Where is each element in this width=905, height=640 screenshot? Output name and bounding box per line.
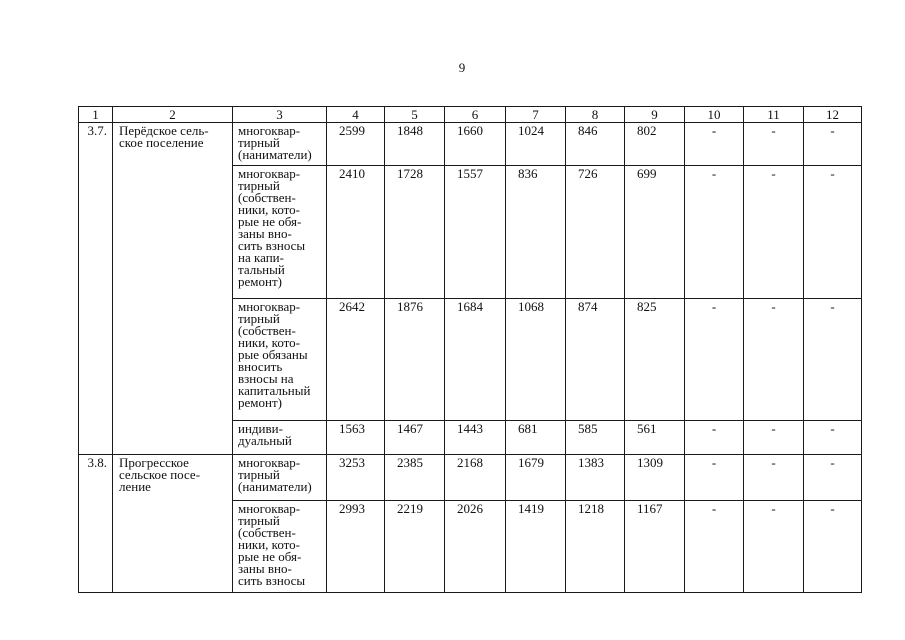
value-cell: 1024 [506, 123, 566, 166]
value-cell: 2219 [385, 501, 445, 593]
header-cell: 12 [804, 107, 862, 123]
value-cell: 561 [625, 421, 685, 455]
data-table [78, 106, 862, 593]
empty-value-cell: - [804, 421, 862, 455]
housing-type: многоквар- тирный (наниматели) [233, 123, 327, 166]
value-cell: 1167 [625, 501, 685, 593]
header-cell: 6 [445, 107, 506, 123]
value-cell: 825 [625, 299, 685, 421]
value-cell: 2026 [445, 501, 506, 593]
section-number: 3.7. [79, 123, 113, 455]
empty-value-cell: - [804, 299, 862, 421]
value-cell: 1467 [385, 421, 445, 455]
empty-value-cell: - [744, 455, 804, 501]
value-cell: 585 [566, 421, 625, 455]
value-cell: 2385 [385, 455, 445, 501]
value-cell: 1660 [445, 123, 506, 166]
header-cell: 1 [79, 107, 113, 123]
value-cell: 726 [566, 166, 625, 299]
empty-value-cell: - [685, 421, 744, 455]
header-row [79, 107, 862, 123]
empty-value-cell: - [804, 123, 862, 166]
value-cell: 1068 [506, 299, 566, 421]
header-cell: 4 [327, 107, 385, 123]
value-cell: 1557 [445, 166, 506, 299]
housing-type: многоквар- тирный (собствен- ники, кото- рые обязаны вносить взносы на капитальный ремонт) [233, 299, 327, 421]
value-cell: 3253 [327, 455, 385, 501]
header-cell: 9 [625, 107, 685, 123]
housing-type: индиви- дуальный [233, 421, 327, 455]
empty-value-cell: - [804, 501, 862, 593]
value-cell: 699 [625, 166, 685, 299]
header-cell: 11 [744, 107, 804, 123]
settlement-name: Прогресское сельское посе- ление [113, 455, 233, 593]
empty-value-cell: - [744, 299, 804, 421]
value-cell: 681 [506, 421, 566, 455]
table-row [79, 455, 862, 501]
page-number: 9 [458, 60, 466, 75]
value-cell: 802 [625, 123, 685, 166]
value-cell: 2642 [327, 299, 385, 421]
empty-value-cell: - [685, 299, 744, 421]
value-cell: 2599 [327, 123, 385, 166]
settlement-name: Перёдское сель- ское поселение [113, 123, 233, 455]
value-cell: 1876 [385, 299, 445, 421]
value-cell: 1684 [445, 299, 506, 421]
header-cell: 8 [566, 107, 625, 123]
empty-value-cell: - [744, 421, 804, 455]
header-cell: 5 [385, 107, 445, 123]
empty-value-cell: - [685, 123, 744, 166]
table-body [79, 107, 862, 593]
value-cell: 1443 [445, 421, 506, 455]
empty-value-cell: - [804, 166, 862, 299]
value-cell: 1679 [506, 455, 566, 501]
empty-value-cell: - [685, 455, 744, 501]
value-cell: 874 [566, 299, 625, 421]
empty-value-cell: - [744, 166, 804, 299]
header-cell: 2 [113, 107, 233, 123]
section-number: 3.8. [79, 455, 113, 593]
value-cell: 846 [566, 123, 625, 166]
header-cell: 7 [506, 107, 566, 123]
value-cell: 1419 [506, 501, 566, 593]
value-cell: 2410 [327, 166, 385, 299]
value-cell: 2993 [327, 501, 385, 593]
empty-value-cell: - [685, 501, 744, 593]
value-cell: 2168 [445, 455, 506, 501]
value-cell: 1383 [566, 455, 625, 501]
housing-type: многоквар- тирный (наниматели) [233, 455, 327, 501]
empty-value-cell: - [744, 123, 804, 166]
table-row [79, 123, 862, 166]
empty-value-cell: - [685, 166, 744, 299]
value-cell: 1728 [385, 166, 445, 299]
value-cell: 836 [506, 166, 566, 299]
housing-type: многоквар- тирный (собствен- ники, кото- рые не обя- заны вно- сить взносы на капи- тальный ремонт) [233, 166, 327, 299]
value-cell: 1563 [327, 421, 385, 455]
housing-type: многоквар- тирный (собствен- ники, кото- рые не обя- заны вно- сить взносы [233, 501, 327, 593]
value-cell: 1309 [625, 455, 685, 501]
empty-value-cell: - [804, 455, 862, 501]
header-cell: 10 [685, 107, 744, 123]
value-cell: 1218 [566, 501, 625, 593]
header-cell: 3 [233, 107, 327, 123]
value-cell: 1848 [385, 123, 445, 166]
empty-value-cell: - [744, 501, 804, 593]
